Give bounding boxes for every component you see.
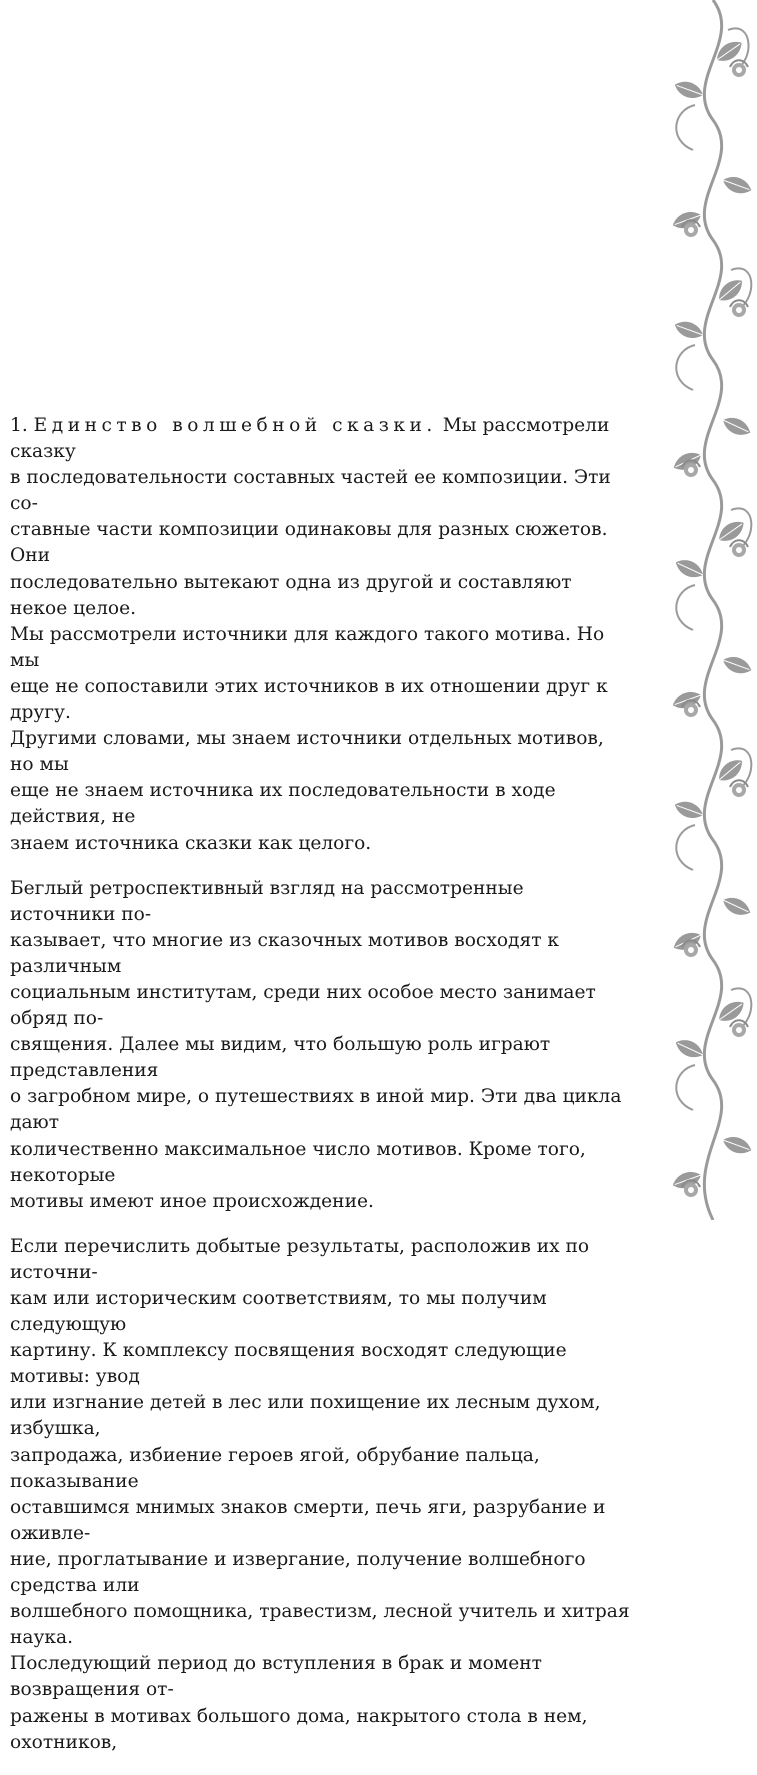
paragraph-1 [10,413,632,857]
section-number: 1. [10,415,28,436]
paragraph-1-first-line: Мы рассмотрели сказку [10,415,610,463]
floral-vine-border-icon [673,0,757,1220]
paragraph-2: Беглый ретроспективный взгляд на рассмотренные источники по- казывает, что многие из сказочных мотивов восходят к различным социальным институтам, среди них особое место занимает обряд по- священия. Далее мы видим, что большую роль играют представления о загробном мире, о путешествиях в иной мир. Эти два цикла дают количественно максимальное число мотивов. Кроме того, некоторые мотивы имеют иное происхождение. [10,877,622,1212]
section-heading: Единство волшебной сказки. [33,415,437,436]
paragraph-1-rest: в последовательности составных частей ее композиции. Эти со- ставные части композиции одинаковы для разных сюжетов. Они последовательно вытекают одна из другой и составляют некое целое. Мы рассмотрели источники для каждого такого мотива. Но мы еще не сопоставили этих источников в их отношении друг к другу. Другими словами, мы знаем источники отдельных мотивов, но мы еще не знаем источника их последовательности в ходе действия, не знаем источника сказки как целого. [10,467,611,854]
body-text [10,413,632,1775]
paragraph-3: Если перечислить добытые результаты, расположив их по источни- кам или историческим соответствиям, то мы получим следующую картину. К комплексу посвящения восходят следующие мотивы: увод или изгнание детей в лес или похищение их лесным духом, избушка, запродажа, избиение героев ягой, обрубание пальца, показывание оставшимся мнимых знаков смерти, печь яги, разрубание и оживле- ние, проглатывание и извергание, получение волшебного средства или волшебного помощника, травестизм, лесной учитель и хитрая наука. Последующий период до вступления в брак и момент возвращения от- ражены в мотивах большого дома, накрытого стола в нем, охотников, [10,1235,630,1753]
